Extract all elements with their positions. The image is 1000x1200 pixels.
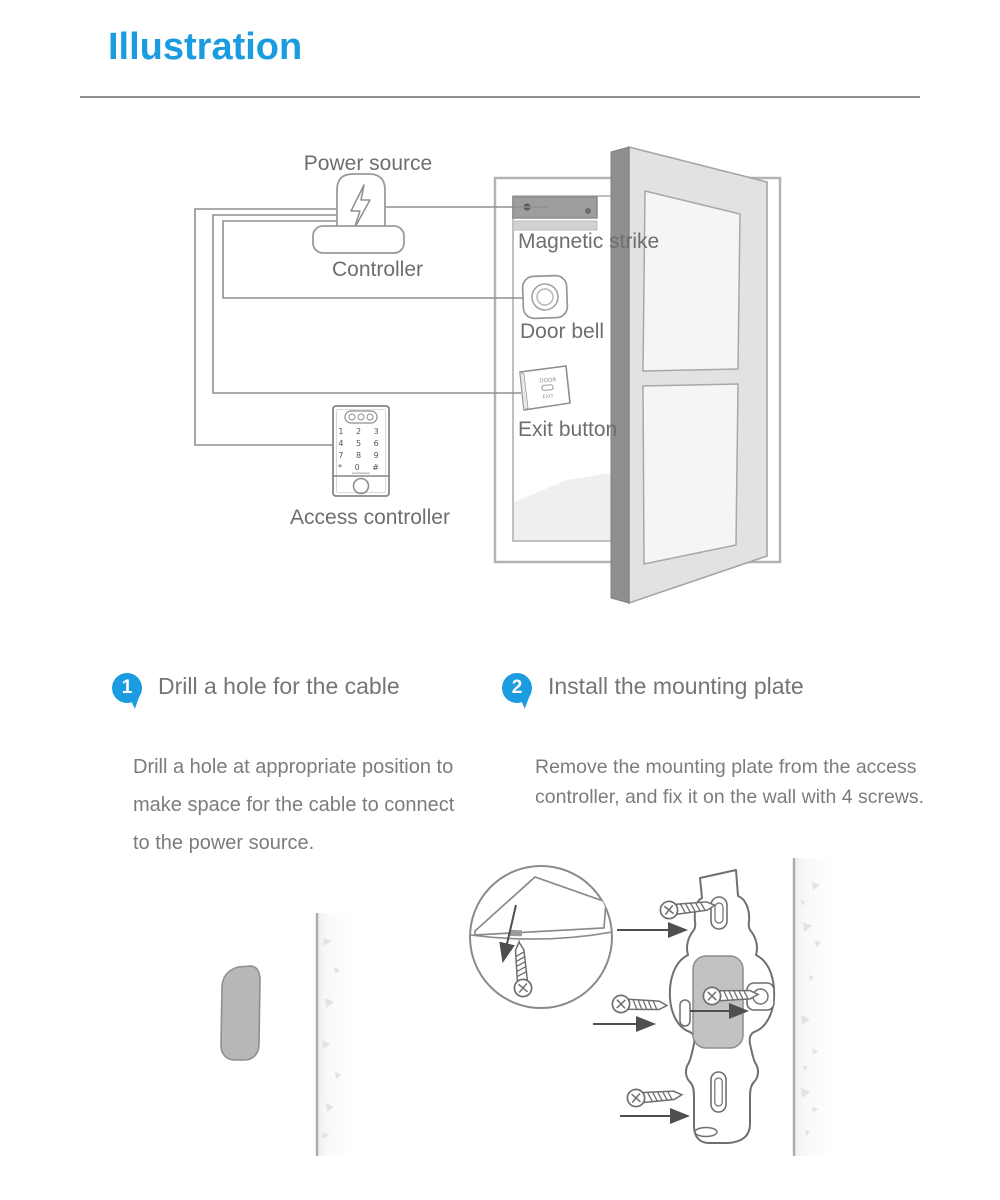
wall-right-illustration — [794, 858, 832, 1156]
label-magnetic-strike: Magnetic strike — [518, 230, 660, 253]
label-power-source: Power source — [303, 152, 433, 175]
cable-hole-cover-icon — [221, 966, 260, 1060]
controller-base-icon — [313, 226, 404, 253]
door-leaf-illustration — [611, 147, 767, 603]
power-source-icon — [313, 174, 404, 253]
label-door-bell: Door bell — [520, 320, 605, 343]
wall-left-illustration — [317, 913, 351, 1156]
keypad-row-3: 7 8 9 — [338, 451, 384, 460]
screw-icon — [612, 995, 667, 1014]
keypad-row-1: 1 2 3 — [338, 427, 384, 436]
step2-illustration — [463, 858, 832, 1156]
label-controller: Controller — [331, 258, 424, 281]
magnifier-detail-icon — [463, 866, 612, 1008]
magnetic-strike-icon — [513, 197, 597, 230]
step2-title: Install the mounting plate — [548, 673, 804, 699]
exit-button-icon — [520, 366, 570, 410]
step1-illustration — [221, 913, 351, 1156]
screw-icon — [627, 1086, 683, 1107]
exit-plate-door-text: DOOR — [539, 377, 557, 385]
page-title: Illustration — [108, 26, 303, 68]
step2-body: Remove the mounting plate from the access controller, and fix it on the wall with 4 screws. — [535, 756, 925, 808]
keypad-row-4: * 0 # — [338, 463, 384, 472]
step1-badge: 1 — [112, 673, 142, 703]
label-access-controller: Access controller — [290, 506, 450, 529]
exit-plate-exit-text: EXIT — [542, 393, 554, 401]
plate-left-slot — [680, 1000, 690, 1026]
access-controller-icon — [333, 406, 389, 496]
keypad-row-2: 4 5 6 — [338, 439, 384, 448]
step1-body: Drill a hole at appropriate position to make space for the cable to connect to the power source. — [133, 756, 455, 854]
title-divider — [80, 96, 920, 98]
step1-title: Drill a hole for the cable — [158, 673, 400, 699]
plate-top-slot — [711, 897, 727, 929]
door-bell-icon — [522, 275, 567, 319]
label-exit-button: Exit button — [518, 418, 618, 441]
plate-foot — [695, 1128, 717, 1137]
step2-badge: 2 — [502, 673, 532, 703]
